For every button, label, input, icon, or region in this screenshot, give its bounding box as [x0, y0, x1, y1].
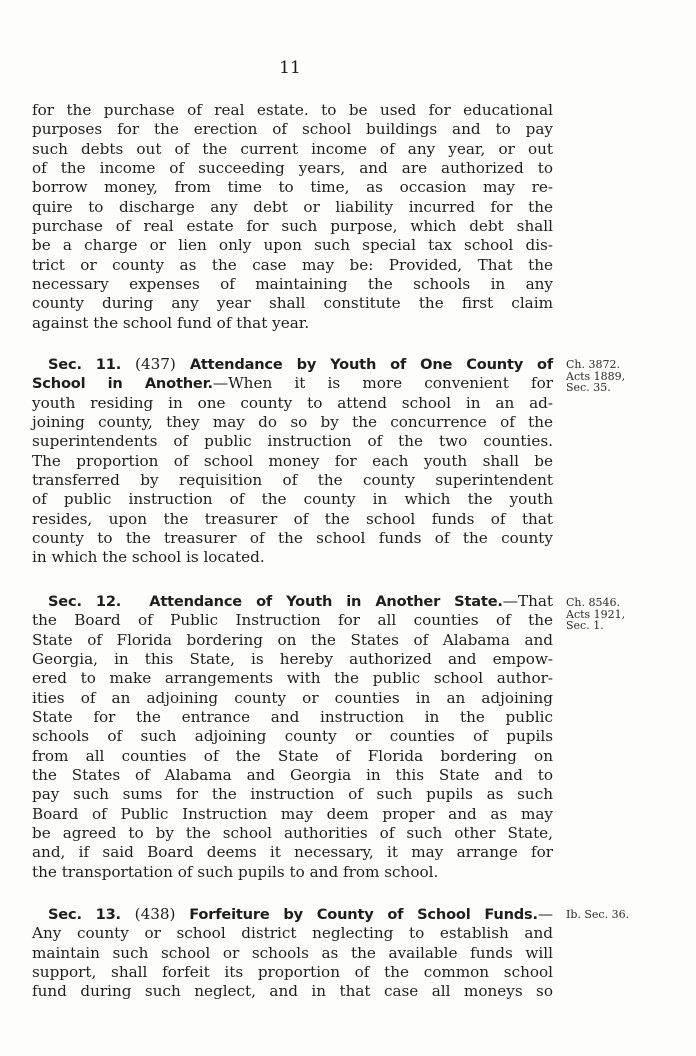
section-11-first-line-rest: —When it is more convenient for	[212, 374, 553, 393]
section-11-first-line	[32, 355, 553, 374]
text-line: purchase of real estate for such purpose, which debt shall	[32, 217, 553, 236]
section-13-body	[32, 924, 553, 1001]
text-line: from all counties of the State of Florida bordering on	[32, 746, 553, 765]
text-line: trict or county as the case may be: Provided, That the	[32, 255, 553, 274]
text-line: State for the entrance and instruction in the public	[32, 708, 553, 727]
text-line: Board of Public Instruction may deem proper and as may	[32, 804, 553, 823]
text-line: maintain such school or schools as the available funds will	[32, 943, 553, 962]
text-line: of public instruction of the county in which the youth	[32, 490, 553, 509]
text-line: Georgia, in this State, is hereby authorized and empow-	[32, 650, 553, 669]
text-line: in which the school is located.	[32, 548, 265, 567]
section-11-code: (437)	[135, 355, 176, 373]
paragraph-continuation	[32, 101, 553, 333]
text-line: superintendents of public instruction of the two counties.	[32, 432, 553, 451]
text-line: pay such sums for the instruction of such pupils as such	[32, 785, 553, 804]
section-12-first-line	[32, 592, 553, 611]
section-13-margin-note	[566, 909, 678, 921]
text-line: support, shall forfeit its proportion of the common school	[32, 963, 553, 982]
text-line: Any county or school district neglecting to establish and	[32, 924, 553, 943]
text-line: of the income of succeeding years, and are authorized to	[32, 159, 553, 178]
section-11-heading-part2: School in Another.	[32, 375, 213, 393]
section-13	[32, 905, 553, 1002]
text-line: necessary expenses of maintaining the schools in any	[32, 275, 553, 294]
text-line: borrow money, from time to time, as occasion may re-	[32, 178, 553, 197]
text-line: for the purchase of real estate. to be used for educational	[32, 101, 553, 119]
section-12-first-line-rest: —That	[502, 592, 554, 610]
margin-note-line: Acts 1889,	[566, 369, 626, 383]
text-line: youth residing in one county to attend school in an ad-	[32, 393, 553, 412]
text-line: The proportion of school money for each youth shall be	[32, 451, 553, 470]
text-line: the transportation of such pupils to and from school.	[32, 862, 439, 881]
section-12-margin-note	[566, 597, 678, 632]
text-line: county during any year shall constitute the first claim	[32, 294, 553, 313]
text-line: purposes for the erection of school buildings and to pay	[32, 120, 553, 139]
margin-note-line: Ch. 8546.	[566, 596, 620, 609]
text-line: joining county, they may do so by the concurrence of the	[32, 413, 553, 432]
section-12-body	[32, 611, 553, 882]
text-line: the States of Alabama and Georgia in this State and to	[32, 766, 553, 785]
text-line: such debts out of the current income of any year, or out	[32, 139, 553, 158]
text-line: county to the treasurer of the school funds of the county	[32, 529, 553, 548]
text-line: State of Florida bordering on the States of Alabama and	[32, 630, 553, 649]
section-11	[32, 355, 553, 568]
text-line: be a charge or lien only upon such special tax school dis-	[32, 236, 553, 255]
section-13-first-line	[32, 905, 553, 924]
section-13-code: (438)	[134, 905, 176, 923]
section-11-heading-part1: Attendance by Youth of One County of	[189, 356, 554, 373]
text-line: fund during such neglect, and in that case all moneys so	[32, 982, 553, 1001]
margin-note-line: Acts 1921,	[566, 607, 626, 621]
text-line: transferred by requisition of the county superintendent	[32, 471, 553, 490]
section-11-number: Sec. 11.	[48, 356, 122, 373]
page-number: 11	[279, 58, 301, 78]
section-12-heading: Attendance of Youth in Another State.	[149, 593, 503, 610]
section-13-first-line-rest: —	[537, 905, 554, 923]
margin-note-line: Ch. 3872.	[566, 358, 620, 371]
margin-note-line: Sec. 35.	[566, 381, 611, 394]
text-line: and, if said Board deems it necessary, it may arrange for	[32, 843, 553, 862]
text-line: schools of such adjoining county or counties of pupils	[32, 727, 553, 746]
text-line: ered to make arrangements with the public school author-	[32, 669, 553, 688]
text-line: resides, upon the treasurer of the school funds of that	[32, 509, 553, 528]
text-line: the Board of Public Instruction for all counties of the	[32, 611, 553, 630]
text-line: quire to discharge any debt or liability incurred for the	[32, 197, 553, 216]
section-13-heading: Forfeiture by County of School Funds.	[189, 906, 538, 923]
section-11-second-line	[32, 374, 553, 393]
margin-note-line: Ib. Sec. 36.	[566, 908, 630, 921]
text-line: ities of an adjoining county or counties in an adjoining	[32, 688, 553, 707]
text-line: be agreed to by the school authorities of such other State,	[32, 824, 553, 843]
section-12-number: Sec. 12.	[48, 593, 122, 610]
section-12	[32, 592, 553, 882]
section-11-body	[32, 394, 553, 568]
text-line: against the school fund of that year.	[32, 313, 310, 332]
margin-note-line: Sec. 1.	[566, 619, 604, 632]
section-13-number: Sec. 13.	[48, 906, 121, 923]
section-11-margin-note	[566, 359, 678, 394]
